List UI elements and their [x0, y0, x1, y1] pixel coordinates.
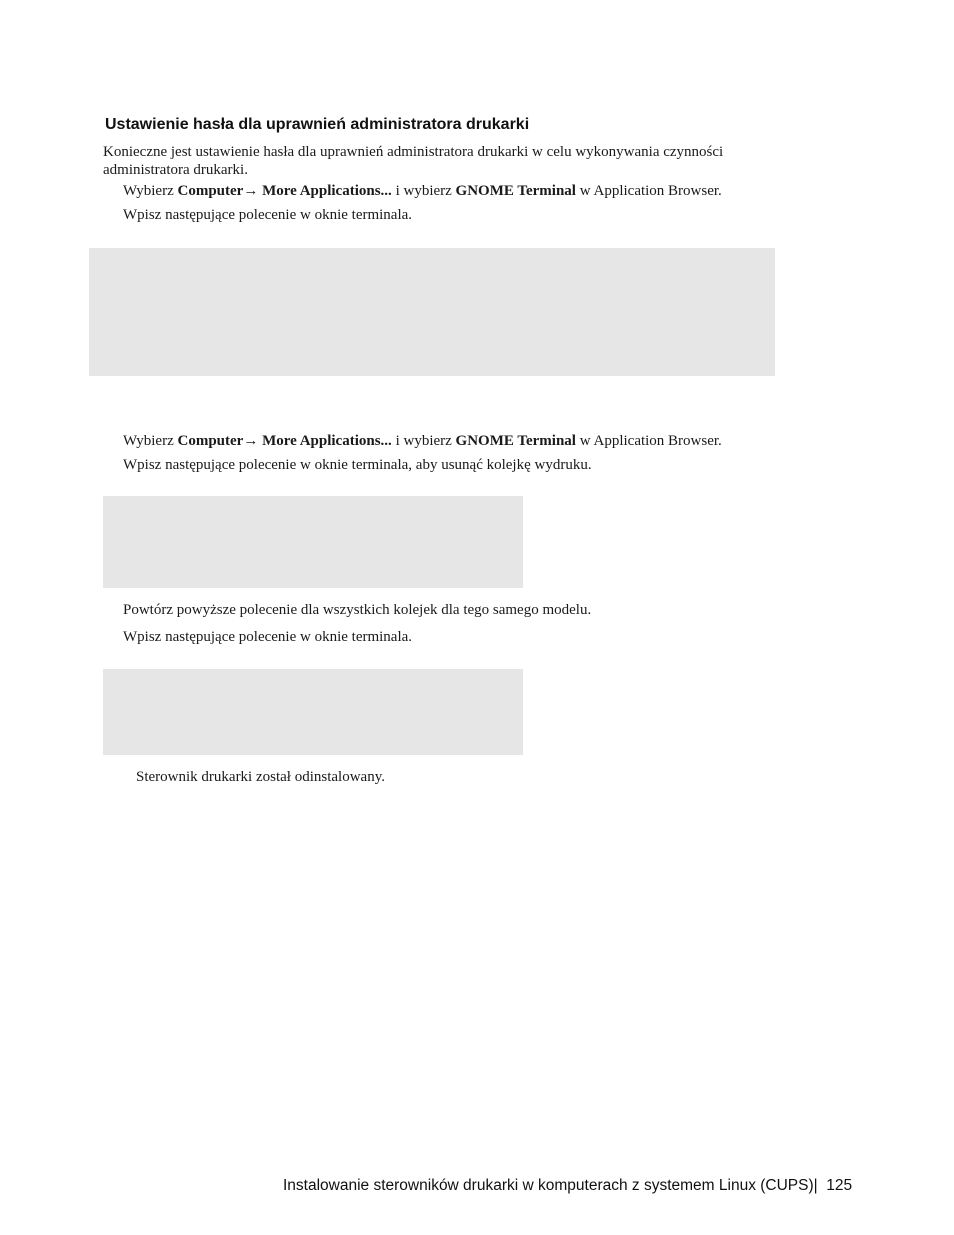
- menu-computer: Computer: [177, 183, 244, 199]
- menu-computer: Computer: [177, 433, 244, 449]
- code-block-2: [103, 496, 523, 588]
- arrow-icon: →: [243, 433, 259, 449]
- step-suffix: w Application Browser.: [575, 433, 722, 449]
- result-text: Sterownik drukarki został odinstalowany.: [136, 769, 385, 785]
- step-prefix: Wybierz: [123, 433, 178, 449]
- menu-more-applications: More Applications...: [262, 433, 392, 449]
- step-remove-queue: Wpisz następujące polecenie w oknie terminala, aby usunąć kolejkę wydruku.: [123, 457, 592, 473]
- step-type-command-1: Wpisz następujące polecenie w oknie terminala.: [123, 207, 413, 223]
- step-repeat: Powtórz powyższe polecenie dla wszystkich kolejek dla tego samego modelu.: [123, 602, 592, 618]
- code-block-3: [103, 669, 523, 755]
- intro-paragraph: Konieczne jest ustawienie hasła dla uprawnień administratora drukarki w celu wykonywania czynności administratora drukarki.: [103, 144, 724, 178]
- page-footer: [283, 1177, 852, 1195]
- arrow-icon: →: [243, 183, 259, 199]
- step-select-terminal-1: [123, 182, 722, 200]
- menu-more-applications: More Applications...: [262, 183, 392, 199]
- step-select-terminal-2: [123, 432, 722, 450]
- app-gnome-terminal: GNOME Terminal: [455, 433, 576, 449]
- step-type-command-2: Wpisz następujące polecenie w oknie terminala.: [123, 629, 413, 645]
- step-prefix: Wybierz: [123, 183, 178, 199]
- step-middle: i wybierz: [391, 433, 456, 449]
- step-middle: i wybierz: [391, 183, 456, 199]
- footer-separator: |: [813, 1177, 818, 1194]
- footer-chapter: Instalowanie sterowników drukarki w komputerach z systemem Linux (CUPS): [283, 1177, 814, 1194]
- code-block-1: [89, 248, 775, 376]
- step-suffix: w Application Browser.: [575, 183, 722, 199]
- app-gnome-terminal: GNOME Terminal: [455, 183, 576, 199]
- section-heading: Ustawienie hasła dla uprawnień administratora drukarki: [105, 116, 530, 133]
- page-number: 125: [826, 1177, 853, 1194]
